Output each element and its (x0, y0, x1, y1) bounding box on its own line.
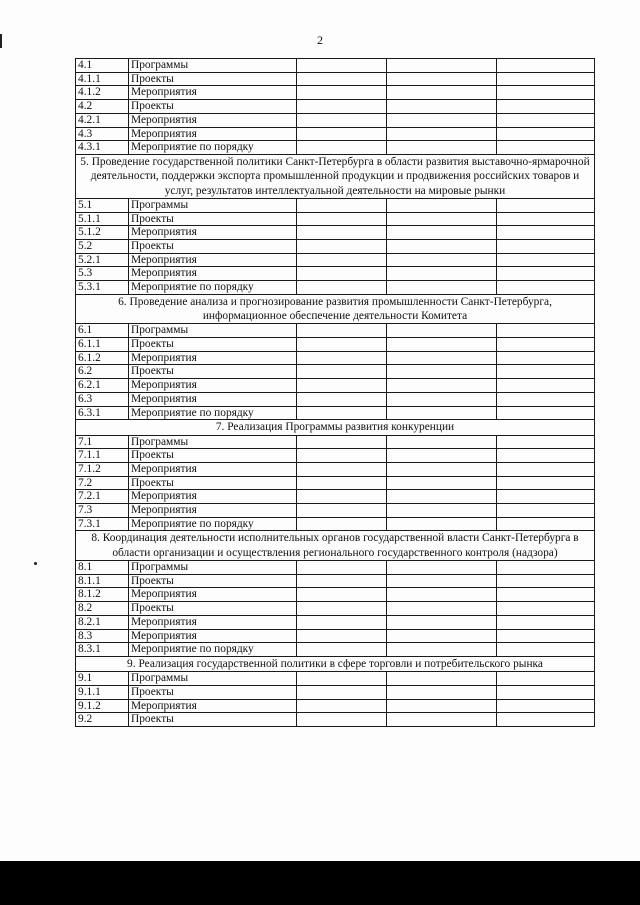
empty-cell (297, 685, 387, 699)
section-title: 8. Координация деятельности исполнительных органов государственной власти Санкт-Петербурга в области организации и осуществления регионального государственного контроля (надзора) (76, 531, 595, 561)
row-label: Проекты (129, 449, 297, 463)
empty-cell (387, 602, 497, 616)
row-label: Проекты (129, 239, 297, 253)
row-code: 5.1.1 (76, 212, 129, 226)
row-label: Программы (129, 198, 297, 212)
empty-cell (497, 517, 595, 531)
empty-cell (387, 59, 497, 73)
row-code: 4.2 (76, 100, 129, 114)
table-row (76, 685, 595, 699)
empty-cell (297, 602, 387, 616)
empty-cell (387, 392, 497, 406)
empty-cell (497, 643, 595, 657)
empty-cell (387, 281, 497, 295)
row-label: Мероприятия (129, 113, 297, 127)
row-label: Программы (129, 324, 297, 338)
row-label: Программы (129, 59, 297, 73)
empty-cell (497, 406, 595, 420)
row-label: Мероприятия (129, 629, 297, 643)
empty-cell (497, 141, 595, 155)
empty-cell (387, 517, 497, 531)
row-label: Проекты (129, 100, 297, 114)
row-label: Мероприятия (129, 86, 297, 100)
table-row (76, 141, 595, 155)
row-code: 6.1.2 (76, 351, 129, 365)
empty-cell (497, 338, 595, 352)
row-code: 9.1 (76, 672, 129, 686)
row-code: 6.3.1 (76, 406, 129, 420)
empty-cell (497, 574, 595, 588)
empty-cell (497, 602, 595, 616)
empty-cell (497, 127, 595, 141)
row-label: Мероприятия (129, 379, 297, 393)
empty-cell (497, 392, 595, 406)
empty-cell (297, 462, 387, 476)
empty-cell (297, 379, 387, 393)
plan-table-body (76, 59, 595, 727)
row-code: 8.3 (76, 629, 129, 643)
row-label: Проекты (129, 212, 297, 226)
empty-cell (387, 324, 497, 338)
row-code: 9.1.2 (76, 699, 129, 713)
row-code: 5.1.2 (76, 226, 129, 240)
table-row (76, 615, 595, 629)
row-code: 6.1 (76, 324, 129, 338)
empty-cell (297, 643, 387, 657)
empty-cell (297, 392, 387, 406)
empty-cell (497, 699, 595, 713)
table-row (76, 435, 595, 449)
empty-cell (297, 267, 387, 281)
empty-cell (297, 713, 387, 727)
row-label: Мероприятие по порядку (129, 643, 297, 657)
empty-cell (297, 198, 387, 212)
table-row (76, 629, 595, 643)
empty-cell (387, 365, 497, 379)
table-row (76, 72, 595, 86)
table-row (76, 338, 595, 352)
row-code: 7.3.1 (76, 517, 129, 531)
row-code: 5.3 (76, 267, 129, 281)
row-label: Программы (129, 672, 297, 686)
empty-cell (497, 490, 595, 504)
row-label: Мероприятия (129, 351, 297, 365)
empty-cell (297, 490, 387, 504)
row-label: Проекты (129, 685, 297, 699)
row-code: 5.1 (76, 198, 129, 212)
row-label: Проекты (129, 713, 297, 727)
empty-cell (297, 629, 387, 643)
empty-cell (297, 351, 387, 365)
empty-cell (297, 365, 387, 379)
row-code: 4.2.1 (76, 113, 129, 127)
row-label: Мероприятия (129, 699, 297, 713)
table-row (76, 113, 595, 127)
table-row (76, 602, 595, 616)
empty-cell (297, 253, 387, 267)
row-code: 5.2.1 (76, 253, 129, 267)
empty-cell (297, 699, 387, 713)
section-header-row (76, 420, 595, 435)
empty-cell (297, 574, 387, 588)
empty-cell (297, 435, 387, 449)
row-code: 9.1.1 (76, 685, 129, 699)
empty-cell (387, 449, 497, 463)
row-label: Проекты (129, 574, 297, 588)
empty-cell (387, 462, 497, 476)
table-row (76, 59, 595, 73)
empty-cell (497, 435, 595, 449)
row-label: Мероприятия (129, 588, 297, 602)
empty-cell (297, 127, 387, 141)
table-row (76, 490, 595, 504)
scan-dot (34, 562, 37, 565)
empty-cell (387, 253, 497, 267)
scan-bottom-border (0, 861, 640, 905)
empty-cell (297, 504, 387, 518)
empty-cell (497, 351, 595, 365)
empty-cell (297, 281, 387, 295)
row-label: Проекты (129, 338, 297, 352)
empty-cell (297, 588, 387, 602)
row-label: Мероприятия (129, 392, 297, 406)
empty-cell (497, 212, 595, 226)
row-code: 4.1.2 (76, 86, 129, 100)
empty-cell (497, 281, 595, 295)
empty-cell (497, 267, 595, 281)
row-code: 5.3.1 (76, 281, 129, 295)
empty-cell (497, 672, 595, 686)
empty-cell (387, 713, 497, 727)
empty-cell (297, 615, 387, 629)
row-code: 7.2.1 (76, 490, 129, 504)
row-label: Мероприятия (129, 253, 297, 267)
empty-cell (297, 72, 387, 86)
empty-cell (387, 672, 497, 686)
empty-cell (497, 100, 595, 114)
row-code: 4.3.1 (76, 141, 129, 155)
row-code: 8.1.1 (76, 574, 129, 588)
table-row (76, 561, 595, 575)
empty-cell (297, 406, 387, 420)
empty-cell (297, 672, 387, 686)
section-header-row (76, 154, 595, 198)
row-code: 8.2.1 (76, 615, 129, 629)
row-label: Проекты (129, 476, 297, 490)
row-code: 7.1.1 (76, 449, 129, 463)
row-code: 7.2 (76, 476, 129, 490)
table-row (76, 462, 595, 476)
empty-cell (497, 113, 595, 127)
empty-cell (497, 462, 595, 476)
empty-cell (497, 379, 595, 393)
row-label: Мероприятия (129, 267, 297, 281)
empty-cell (387, 212, 497, 226)
row-code: 6.2 (76, 365, 129, 379)
empty-cell (297, 338, 387, 352)
table-row (76, 517, 595, 531)
table-row (76, 351, 595, 365)
row-label: Проекты (129, 72, 297, 86)
table-row (76, 574, 595, 588)
table-row (76, 226, 595, 240)
table-row (76, 198, 595, 212)
row-label: Проекты (129, 602, 297, 616)
empty-cell (497, 59, 595, 73)
empty-cell (387, 226, 497, 240)
table-row (76, 267, 595, 281)
empty-cell (387, 629, 497, 643)
row-label: Мероприятие по порядку (129, 281, 297, 295)
row-label: Программы (129, 435, 297, 449)
row-label: Мероприятия (129, 226, 297, 240)
empty-cell (297, 476, 387, 490)
table-row (76, 476, 595, 490)
table-row (76, 212, 595, 226)
row-code: 5.2 (76, 239, 129, 253)
empty-cell (497, 449, 595, 463)
empty-cell (497, 253, 595, 267)
empty-cell (497, 713, 595, 727)
empty-cell (497, 629, 595, 643)
section-header-row (76, 294, 595, 324)
empty-cell (297, 86, 387, 100)
table-row (76, 449, 595, 463)
empty-cell (387, 86, 497, 100)
empty-cell (387, 685, 497, 699)
row-label: Мероприятие по порядку (129, 517, 297, 531)
section-header-row (76, 656, 595, 671)
table-row (76, 504, 595, 518)
empty-cell (497, 685, 595, 699)
empty-cell (387, 379, 497, 393)
row-code: 8.1 (76, 561, 129, 575)
empty-cell (387, 239, 497, 253)
empty-cell (387, 127, 497, 141)
empty-cell (297, 449, 387, 463)
empty-cell (497, 72, 595, 86)
table-row (76, 672, 595, 686)
row-code: 6.1.1 (76, 338, 129, 352)
row-code: 8.3.1 (76, 643, 129, 657)
table-row (76, 239, 595, 253)
empty-cell (387, 72, 497, 86)
row-label: Программы (129, 561, 297, 575)
empty-cell (497, 86, 595, 100)
table-row (76, 281, 595, 295)
row-label: Мероприятие по порядку (129, 406, 297, 420)
section-header-row (76, 531, 595, 561)
empty-cell (387, 435, 497, 449)
section-title: 9. Реализация государственной политики в сфере торговли и потребительского рынка (76, 656, 595, 671)
row-code: 7.3 (76, 504, 129, 518)
table-row (76, 253, 595, 267)
empty-cell (387, 141, 497, 155)
empty-cell (387, 406, 497, 420)
empty-cell (497, 324, 595, 338)
table-row (76, 324, 595, 338)
plan-table (75, 58, 595, 727)
empty-cell (297, 324, 387, 338)
empty-cell (297, 561, 387, 575)
empty-cell (297, 226, 387, 240)
empty-cell (297, 141, 387, 155)
table-row (76, 379, 595, 393)
table-row (76, 392, 595, 406)
empty-cell (387, 267, 497, 281)
table-row (76, 699, 595, 713)
section-title: 7. Реализация Программы развития конкуренции (76, 420, 595, 435)
empty-cell (497, 226, 595, 240)
row-label: Мероприятия (129, 127, 297, 141)
empty-cell (387, 561, 497, 575)
empty-cell (387, 351, 497, 365)
empty-cell (297, 113, 387, 127)
row-code: 4.3 (76, 127, 129, 141)
row-label: Мероприятия (129, 615, 297, 629)
empty-cell (297, 517, 387, 531)
row-code: 6.3 (76, 392, 129, 406)
empty-cell (387, 504, 497, 518)
empty-cell (387, 338, 497, 352)
empty-cell (297, 59, 387, 73)
page-number: 2 (317, 33, 323, 47)
empty-cell (497, 561, 595, 575)
empty-cell (297, 100, 387, 114)
table-row (76, 588, 595, 602)
row-label: Проекты (129, 365, 297, 379)
row-code: 8.1.2 (76, 588, 129, 602)
empty-cell (387, 198, 497, 212)
row-code: 7.1.2 (76, 462, 129, 476)
empty-cell (497, 239, 595, 253)
row-code: 9.2 (76, 713, 129, 727)
empty-cell (387, 643, 497, 657)
row-code: 4.1 (76, 59, 129, 73)
empty-cell (387, 615, 497, 629)
empty-cell (387, 476, 497, 490)
section-title: 6. Проведение анализа и прогнозирование развития промышленности Санкт-Петербурга, информационное обеспечение деятельности Комитета (76, 294, 595, 324)
table-row (76, 86, 595, 100)
row-label: Мероприятие по порядку (129, 141, 297, 155)
empty-cell (497, 588, 595, 602)
row-label: Мероприятия (129, 490, 297, 504)
empty-cell (497, 504, 595, 518)
empty-cell (387, 574, 497, 588)
row-code: 8.2 (76, 602, 129, 616)
table-row (76, 127, 595, 141)
empty-cell (387, 588, 497, 602)
empty-cell (387, 113, 497, 127)
table-row (76, 643, 595, 657)
empty-cell (387, 699, 497, 713)
table-row (76, 100, 595, 114)
row-label: Мероприятия (129, 462, 297, 476)
row-label: Мероприятия (129, 504, 297, 518)
row-code: 4.1.1 (76, 72, 129, 86)
empty-cell (297, 212, 387, 226)
empty-cell (297, 239, 387, 253)
table-row (76, 365, 595, 379)
row-code: 7.1 (76, 435, 129, 449)
empty-cell (387, 100, 497, 114)
section-title: 5. Проведение государственной политики Санкт-Петербурга в области развития выставочно-ярмарочной деятельности, поддержки экспорта промышленной продукции и продвижения российских товаров и услуг, результатов интеллектуальной деятельности на мировые рынки (76, 154, 595, 198)
empty-cell (387, 490, 497, 504)
table-row (76, 406, 595, 420)
empty-cell (497, 615, 595, 629)
empty-cell (497, 198, 595, 212)
row-code: 6.2.1 (76, 379, 129, 393)
empty-cell (497, 365, 595, 379)
table-row (76, 713, 595, 727)
empty-cell (497, 476, 595, 490)
